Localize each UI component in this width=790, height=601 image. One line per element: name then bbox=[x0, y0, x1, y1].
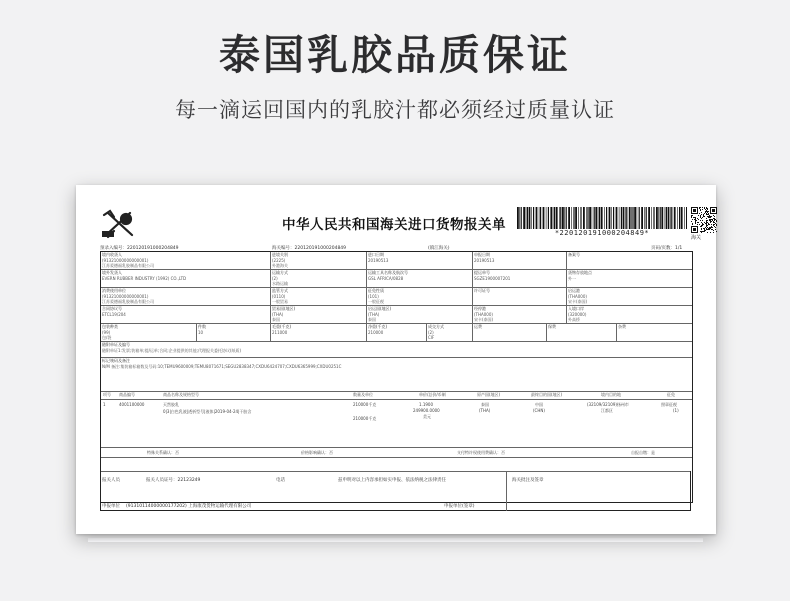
barcode-text: *220120191000204849* bbox=[554, 229, 650, 237]
field-gross-weight: 毛重(千克) 211000 bbox=[271, 324, 367, 342]
goods-col-duty: 征免 bbox=[667, 392, 675, 397]
field-marks-remarks: 标记唛码及备注 N/M 备注:集装箱标箱数及号码:10;TEMU9600009;TEMU8071671;SEGU2838347;CXDU6424707;CXDU6365999;CXDU0251C bbox=[101, 358, 692, 392]
field-record-number: 备案号 bbox=[567, 252, 692, 270]
goods-col-district: 境内目的地 bbox=[601, 392, 621, 397]
qr-code-icon bbox=[691, 207, 717, 233]
goods-col-name: 商品名称及规格型号 bbox=[163, 392, 199, 397]
goods-destination: 中国 bbox=[535, 402, 543, 407]
customs-number: 海关编号：220120191000204849 bbox=[272, 246, 347, 251]
decl-self-pay: 自报自缴：是 bbox=[631, 450, 655, 455]
document-title: 中华人民共和国海关进口货物报关单 bbox=[282, 217, 506, 233]
goods-header-row bbox=[101, 392, 692, 400]
field-domestic-consignee: 境内收货人 (91321000000000001) 江苏爱德福乳胶制品有限公司 bbox=[101, 252, 271, 270]
field-transaction-mode: 成交方式 (2) CIF bbox=[427, 324, 473, 342]
decl-royalty: 支付特许权使用费确认：否 bbox=[457, 450, 505, 455]
qr-label: 海关 bbox=[691, 235, 702, 241]
field-bill-of-lading: 提运单号 SGZE1900007201 bbox=[473, 270, 567, 288]
goods-district: (32109/32109)扬州市 bbox=[587, 402, 629, 407]
goods-duty-code: (1) bbox=[673, 408, 679, 413]
footer-statement: 兹申明对以上内容承担如实申报、依法纳税之法律责任 bbox=[338, 478, 446, 483]
footer-seal: 申报单位(签章) bbox=[444, 504, 475, 509]
paper-shadow bbox=[88, 538, 703, 542]
goods-col-dest: 最终目的国(地区) bbox=[531, 392, 563, 397]
field-license-number: 许可证号 bbox=[473, 288, 567, 306]
footer-separator bbox=[506, 471, 507, 511]
field-package-type: 包装种类 (99) 包/袋 bbox=[101, 324, 197, 342]
field-overseas-consignor: 境外发货人 EVERN RUBBER INDUSTRY (1992) CO.,LTD bbox=[101, 270, 271, 288]
goods-district-secondary: 江都区 bbox=[601, 408, 613, 413]
field-port-of-departure: 启运港 (THA000) 宋卡(泰国) bbox=[567, 288, 692, 306]
field-attached-documents: 随附单证及编号 随附单证1:发票;装箱单;提/运单;合同;企业提供的其他;代理报关委托协议(纸质) bbox=[101, 342, 692, 358]
goods-no: 1 bbox=[103, 402, 106, 407]
field-misc-charges: 杂费 bbox=[617, 324, 692, 342]
field-vessel-voyage: 运输工具名称及航次号 GSL AFRICA/0828 bbox=[367, 270, 473, 288]
goods-name: 天然胶乳 bbox=[163, 402, 179, 407]
field-pieces: 件数 10 bbox=[197, 324, 271, 342]
field-port-of-entry: 进境关别 (2225) 外港海关 bbox=[271, 252, 367, 270]
footer-customs-remarks: 海关批注及签章 bbox=[512, 478, 544, 483]
field-insurance: 保费 bbox=[547, 324, 617, 342]
field-net-weight: 净重(千克) 210000 bbox=[367, 324, 427, 342]
footer-declarant-cert: 报关人员证号：22123249 bbox=[146, 478, 201, 483]
goods-qty-secondary: 210000千克 bbox=[353, 416, 377, 421]
goods-spec: 0|3|白色乳液|透析型号|液体|2019-04-24|干胶含 bbox=[163, 409, 252, 414]
goods-code: 4001100000 bbox=[119, 402, 145, 407]
goods-destination-code: (CHN) bbox=[533, 408, 545, 413]
customs-declaration-document bbox=[76, 185, 716, 534]
customs-of-entry: (镇江海关) bbox=[428, 246, 450, 251]
hero-title: 泰国乳胶品质保证 bbox=[219, 31, 571, 79]
barcode bbox=[517, 207, 687, 229]
decl-special-relation: 特殊关系确认：否 bbox=[147, 450, 179, 455]
field-freight: 运费 bbox=[473, 324, 547, 342]
goods-unit-price: 1.1900 bbox=[419, 402, 433, 407]
customs-emblem-icon bbox=[100, 207, 138, 241]
field-storage-location: 货物存放地点 外一 bbox=[567, 270, 692, 288]
footer-declaring-unit: 申报单位 bbox=[102, 504, 120, 509]
field-transit-port: 经停港 (THA000) 宋卡(泰国) bbox=[473, 306, 567, 324]
field-trading-country: 贸易国(地区) (THA) 泰国 bbox=[271, 306, 367, 324]
goods-col-origin: 原产国(地区) bbox=[477, 392, 501, 397]
declarations-row bbox=[101, 448, 692, 458]
goods-qty: 210000千克 bbox=[353, 402, 377, 407]
goods-currency: 美元 bbox=[423, 414, 431, 419]
footer-declarant: 报关人员 bbox=[102, 478, 120, 483]
field-contract-number: 合同协议号 ETCL19/204 bbox=[101, 306, 271, 324]
goods-col-no: 项号 bbox=[103, 392, 111, 397]
goods-col-code: 商品编号 bbox=[119, 392, 135, 397]
field-entry-port: 入境口岸 (320000) 外高桥 bbox=[567, 306, 692, 324]
goods-duty: 照章征税 bbox=[661, 402, 677, 407]
field-departure-country: 启运国(地区) (THA) 泰国 bbox=[367, 306, 473, 324]
prerecord-number: 预录入编号：220120191000204849 bbox=[100, 246, 179, 251]
footer-frame bbox=[100, 471, 691, 511]
goods-total-price: 249900.0000 bbox=[413, 408, 440, 413]
field-transport-mode: 运输方式 (2) 水路运输 bbox=[271, 270, 367, 288]
decl-price-impact: 价格影响确认：否 bbox=[301, 450, 333, 455]
footer-phone: 电话 bbox=[276, 478, 285, 483]
goods-row bbox=[101, 400, 692, 448]
goods-origin-code: (THA) bbox=[479, 408, 491, 413]
goods-col-qty: 数量及单位 bbox=[353, 392, 373, 397]
field-declaration-date: 申报日期 20190513 bbox=[473, 252, 567, 270]
goods-origin: 泰国 bbox=[481, 402, 489, 407]
field-levy-nature: 征免性质 (101) 一般征税 bbox=[367, 288, 473, 306]
field-consumer-unit: 消费使用单位 (91321000000000001) 江苏爱德福乳胶制品有限公司 bbox=[101, 288, 271, 306]
field-supervision-mode: 监管方式 (0110) 一般贸易 bbox=[271, 288, 367, 306]
goods-col-price: 单价/总价/币制 bbox=[419, 392, 446, 397]
footer-declaring-unit-value: (91310114000000177202) 上海康茂货物运输代理有限公司 bbox=[126, 504, 252, 509]
field-import-date: 进口日期 20190513 bbox=[367, 252, 473, 270]
hero-subtitle: 每一滴运回国内的乳胶汁都必须经过质量认证 bbox=[175, 98, 615, 122]
page-number: 页码/页数：1/1 bbox=[651, 246, 683, 251]
declaration-grid bbox=[100, 251, 693, 503]
